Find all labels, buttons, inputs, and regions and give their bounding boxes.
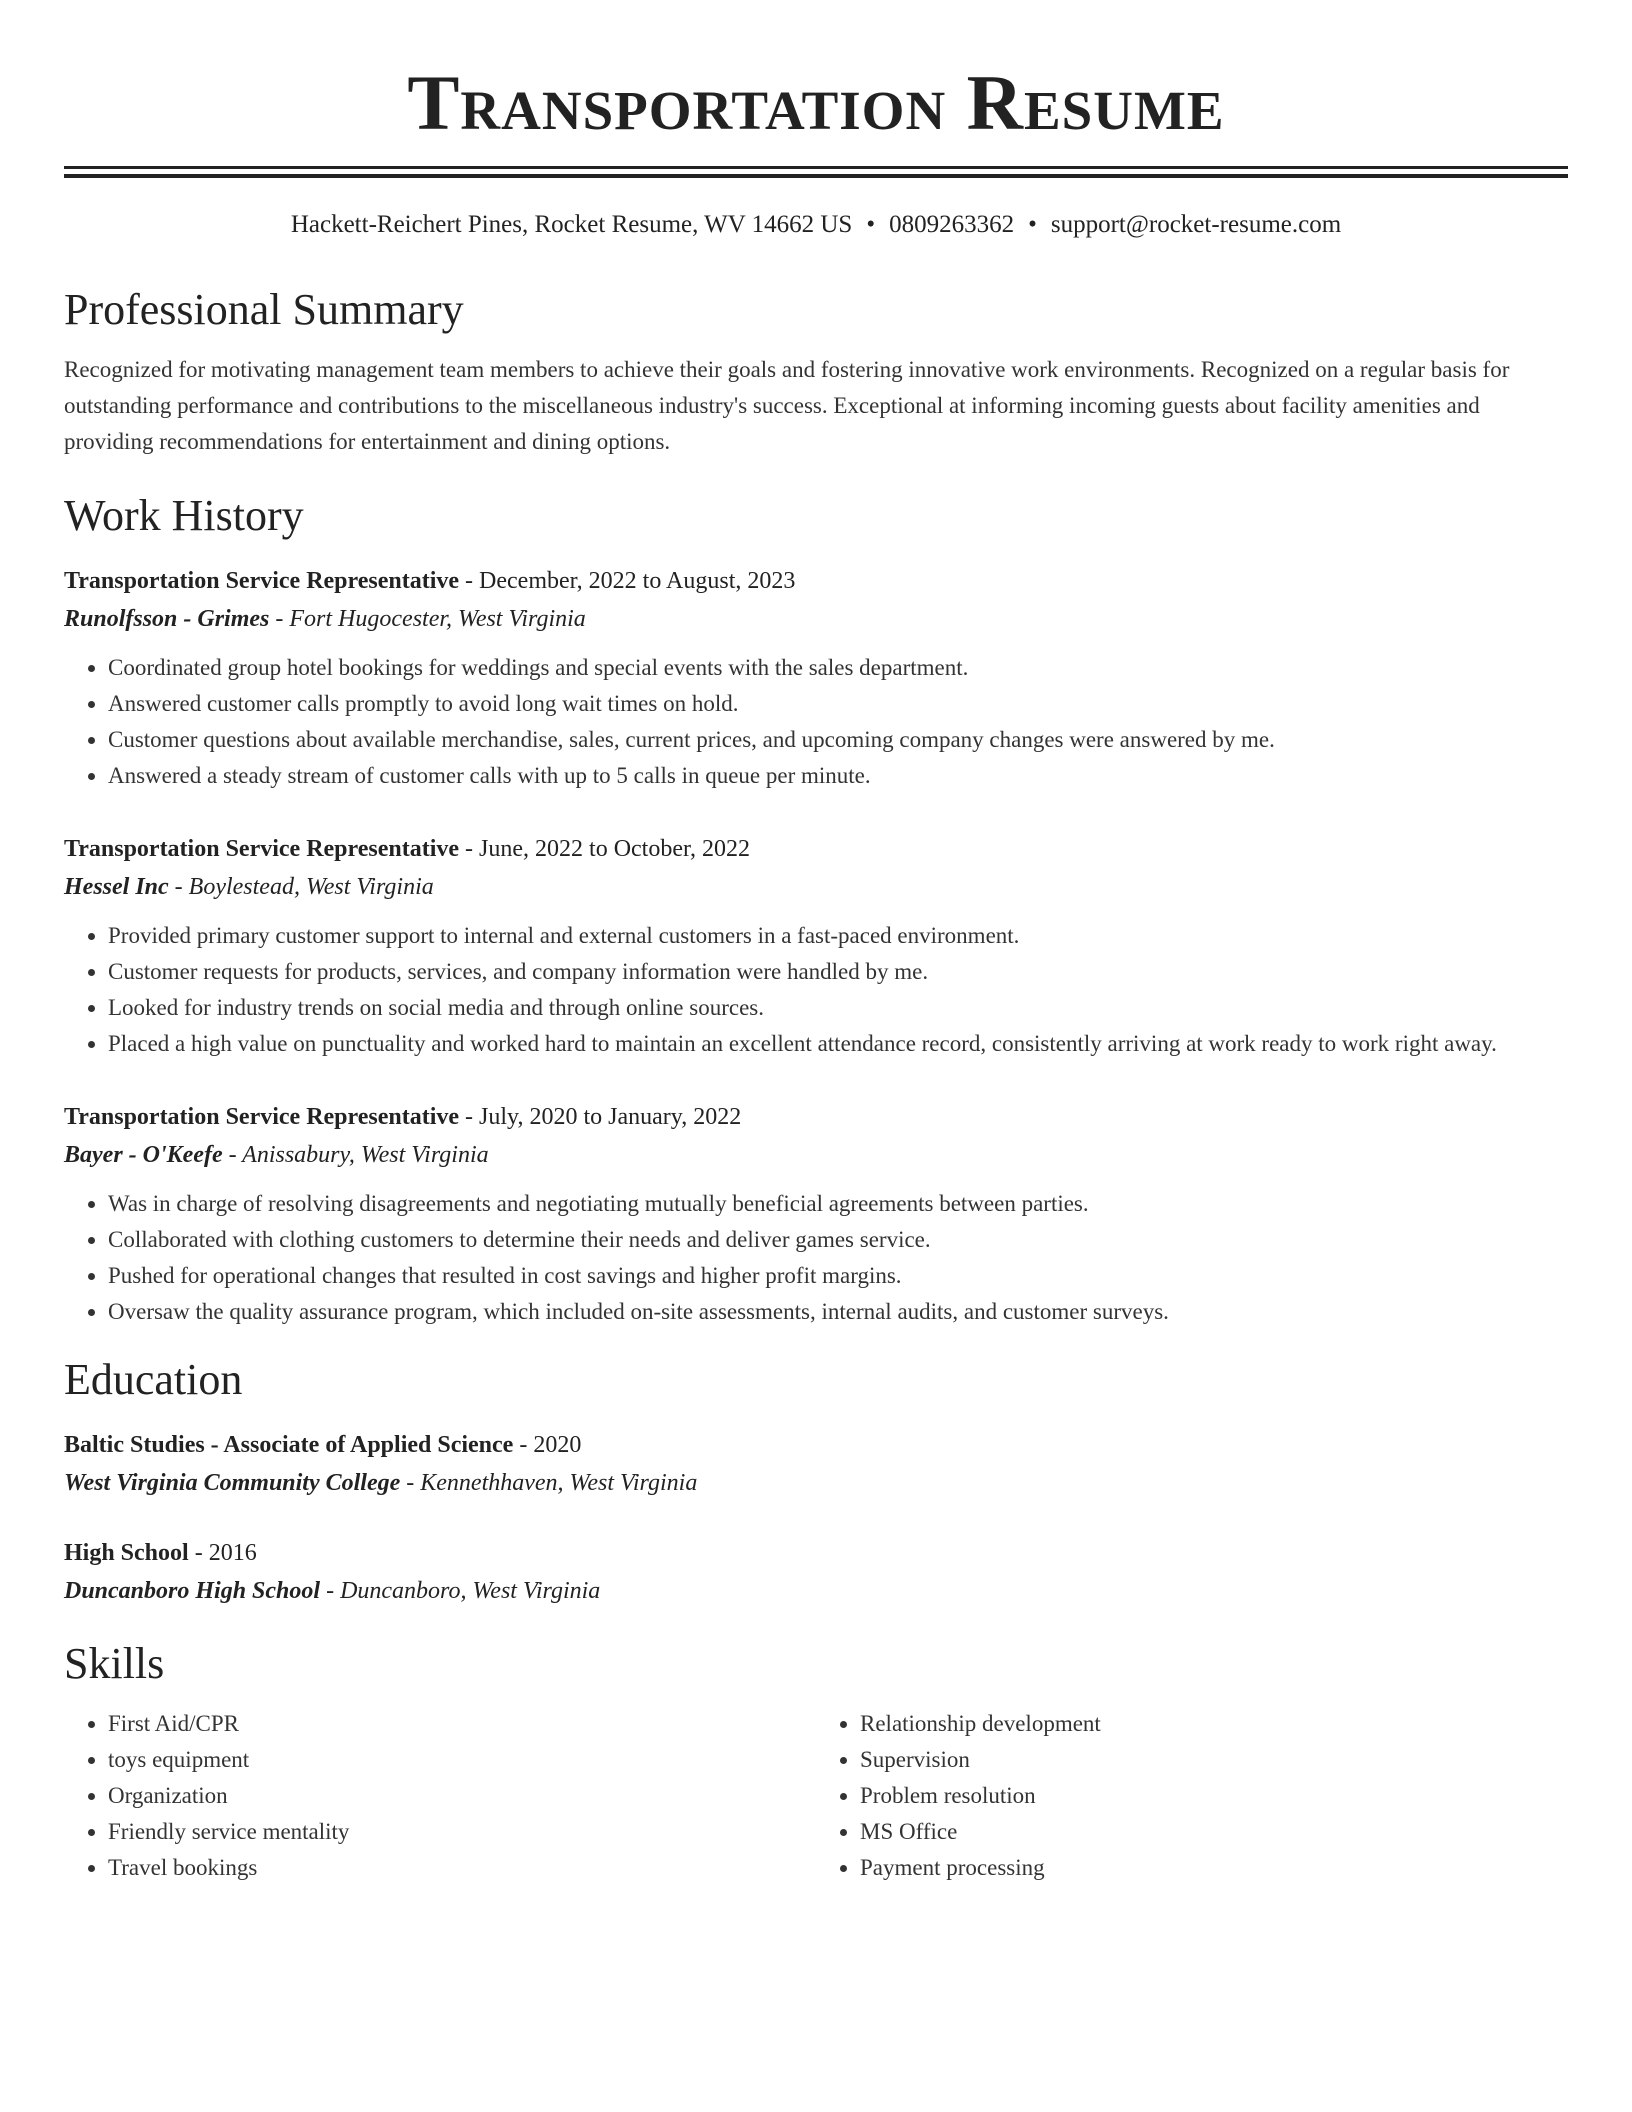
section-heading-skills: Skills [64, 1639, 165, 1688]
education-degree-line [64, 1426, 1568, 1464]
job-company-line [64, 600, 1568, 638]
section-heading-summary: Professional Summary [64, 285, 464, 334]
education-year: - 2016 [188, 1540, 257, 1566]
skills-columns [64, 1706, 1568, 1886]
skill-item: • MS Office [860, 1814, 1568, 1850]
job-bullet: • Placed a high value on punctuality and worked hard to maintain an excellent attendance record, consistently arriving at work ready to work right away. [108, 1026, 1568, 1062]
job-company-line [64, 868, 1568, 906]
skill-item: • Payment processing [860, 1850, 1568, 1886]
job-company-line [64, 1136, 1568, 1174]
job-entry [64, 830, 1568, 1062]
job-bullet: • Collaborated with clothing customers to determine their needs and deliver games service. [108, 1222, 1568, 1258]
education-year: - 2020 [513, 1432, 582, 1458]
skill-item: • Problem resolution [860, 1778, 1568, 1814]
contact-phone: 0809263362 [889, 211, 1015, 238]
skills-list-left [64, 1706, 816, 1886]
job-entry [64, 562, 1568, 794]
education-school-line [64, 1572, 1568, 1610]
job-bullets [64, 650, 1568, 794]
job-bullet: • Coordinated group hotel bookings for weddings and special events with the sales department. [108, 650, 1568, 686]
job-title: Transportation Service Representative [64, 836, 460, 862]
education-degree: Baltic Studies - Associate of Applied Science [64, 1432, 514, 1458]
job-dates: - June, 2022 to October, 2022 [459, 836, 751, 862]
resume-title: Transportation Resume [407, 59, 1225, 146]
contact-address: Hackett-Reichert Pines, Rocket Resume, WV 14662 US [290, 211, 853, 238]
job-title-line [64, 830, 1568, 868]
job-title: Transportation Service Representative [64, 1104, 460, 1130]
job-bullet: • Was in charge of resolving disagreements and negotiating mutually beneficial agreements between parties. [108, 1186, 1568, 1222]
title-divider [64, 166, 1568, 178]
skill-item: • First Aid/CPR [108, 1706, 816, 1742]
education-school: West Virginia Community College [64, 1470, 401, 1496]
job-title: Transportation Service Representative [64, 568, 460, 594]
summary-text: Recognized for motivating management team members to achieve their goals and fostering innovative work environments. Recognized on a regular basis for outstanding performance and contributions to the miscellaneous industry's success. Exceptional at informing incoming guests about facility amenities and providing recommendations for entertainment and dining options. [64, 357, 1510, 454]
job-bullet: • Provided primary customer support to internal and external customers in a fast-paced environment. [108, 918, 1568, 954]
education-entry [64, 1534, 1568, 1610]
job-location: - Fort Hugocester, West Virginia [269, 606, 586, 632]
job-bullet: • Customer requests for products, services, and company information were handled by me. [108, 954, 1568, 990]
job-bullet: • Oversaw the quality assurance program, which included on-site assessments, internal audits, and customer surveys. [108, 1294, 1568, 1330]
job-bullets [64, 918, 1568, 1062]
skill-item: • Friendly service mentality [108, 1814, 816, 1850]
contact-separator: • [866, 211, 876, 238]
contact-line [64, 208, 1568, 242]
skill-item: • Relationship development [860, 1706, 1568, 1742]
education-school: Duncanboro High School [64, 1578, 321, 1604]
education-degree: High School [64, 1540, 189, 1566]
job-company: Hessel Inc [64, 874, 169, 900]
education-degree-line [64, 1534, 1568, 1572]
job-bullets [64, 1186, 1568, 1330]
education-entry [64, 1426, 1568, 1502]
job-company: Bayer - O'Keefe [64, 1142, 223, 1168]
skills-list-right [816, 1706, 1568, 1886]
job-entry [64, 1098, 1568, 1330]
job-location: - Boylestead, West Virginia [168, 874, 434, 900]
section-heading-work-history: Work History [64, 491, 304, 540]
skill-item: • Organization [108, 1778, 816, 1814]
job-title-line [64, 1098, 1568, 1136]
job-bullet: • Pushed for operational changes that resulted in cost savings and higher profit margins. [108, 1258, 1568, 1294]
job-location: - Anissabury, West Virginia [222, 1142, 489, 1168]
skill-item: • toys equipment [108, 1742, 816, 1778]
job-bullet: • Answered a steady stream of customer calls with up to 5 calls in queue per minute. [108, 758, 1568, 794]
contact-separator: • [1028, 211, 1037, 238]
job-bullet: • Looked for industry trends on social media and through online sources. [108, 990, 1568, 1026]
skill-item: • Travel bookings [108, 1850, 816, 1886]
job-bullet: • Answered customer calls promptly to avoid long wait times on hold. [108, 686, 1568, 722]
job-bullet: • Customer questions about available merchandise, sales, current prices, and upcoming company changes were answered by me. [108, 722, 1568, 758]
job-dates: - July, 2020 to January, 2022 [459, 1104, 742, 1130]
skill-item: • Supervision [860, 1742, 1568, 1778]
job-dates: - December, 2022 to August, 2023 [459, 568, 796, 594]
section-heading-education: Education [64, 1355, 243, 1404]
education-location: - Duncanboro, West Virginia [320, 1578, 601, 1604]
contact-email: support@rocket-resume.com [1050, 211, 1342, 238]
job-title-line [64, 562, 1568, 600]
education-location: - Kennethhaven, West Virginia [400, 1470, 698, 1496]
job-company: Runolfsson - Grimes [64, 606, 270, 632]
education-school-line [64, 1464, 1568, 1502]
